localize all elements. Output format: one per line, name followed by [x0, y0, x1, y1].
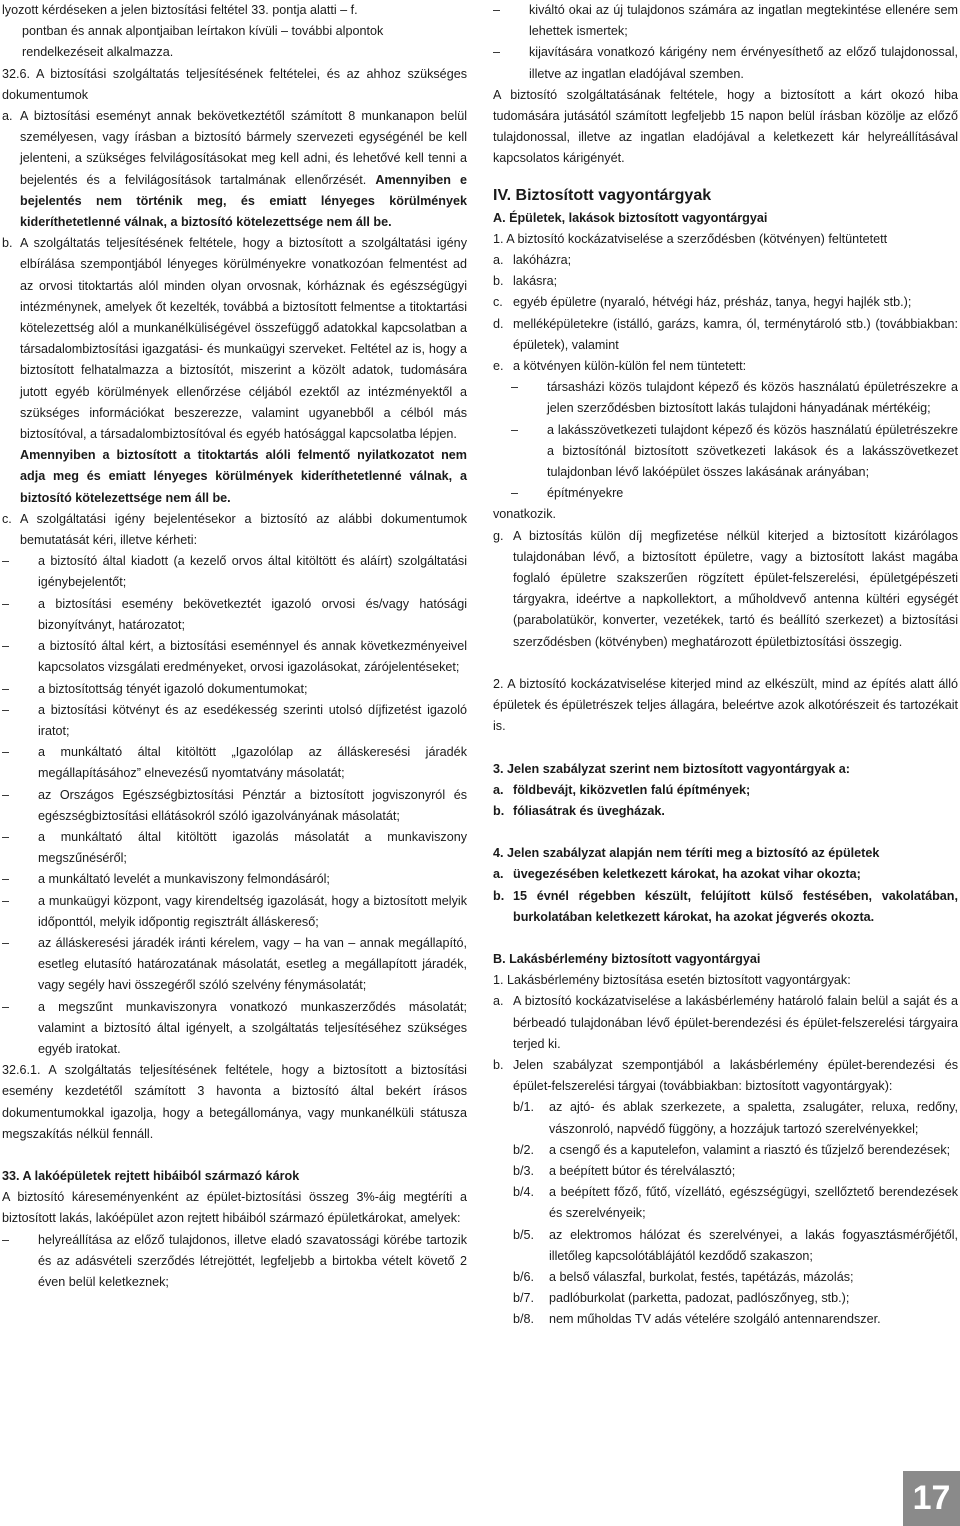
page-number: 17: [903, 1471, 960, 1526]
item-label: c.: [2, 511, 12, 526]
dash-marker: –: [2, 681, 10, 696]
list-item: [493, 42, 958, 84]
list-item-text: a biztosítási kötvényt és az esedékesség szerinti utolsó díjfizetést igazoló iratot;: [38, 702, 467, 738]
item-c: [2, 509, 467, 551]
list-item: [2, 551, 467, 593]
list-item: [513, 1309, 958, 1330]
item-label: a.: [493, 782, 504, 797]
item-text: A biztosító kockázatviselése a lakásbérlemény határoló falain belül a saját és a bérbeadó tulajdonában lévő épület-berendezési és épület-felszerelési tárgyaira terjed ki.: [513, 994, 958, 1051]
list-item: [513, 1182, 958, 1224]
list-item: [513, 1097, 958, 1139]
list-item: [2, 594, 467, 636]
dash-marker: –: [493, 45, 501, 60]
e-sublist: [493, 377, 958, 504]
item-label: e.: [493, 359, 504, 374]
list-item-text: padlóburkolat (parketta, padozat, padlószőnyeg, stb.);: [549, 1291, 850, 1306]
list-item: [2, 827, 467, 869]
list-item-text: a munkáltató levelét a munkaviszony felmondásáról;: [38, 872, 330, 887]
dash-marker: –: [2, 1232, 10, 1247]
list-item: [493, 886, 958, 928]
list-item: [2, 891, 467, 933]
list-item-text: a beépített bútor és térelválasztó;: [549, 1163, 736, 1178]
list-item: [2, 679, 467, 700]
list-item: [2, 742, 467, 784]
list-item-text: egyéb épületre (nyaraló, hétvégi ház, présház, tanya, hegyi hajlék stb.);: [513, 295, 912, 310]
list-item: [493, 250, 958, 271]
item-bold-text: Amennyiben e bejelentés nem történik meg, és emiatt lényeges körülmények kideríthetetlenné válnak, a biztosító kötelezettsége nem áll be.: [20, 172, 468, 230]
dash-marker: –: [2, 872, 10, 887]
list-item: [2, 785, 467, 827]
list-item-text: az ajtó- és ablak szerkezete, a spaletta, zsalugáter, reluxa, redőny, vászonroló, napvédő függöny, a hozzájuk tartozó szerelvényekkel;: [549, 1100, 958, 1136]
list-item: [493, 0, 958, 42]
section-heading-33: 33. A lakóépületek rejtett hibáiból származó károk: [2, 1168, 300, 1183]
list-item-text: melléképületekre (istálló, garázs, kamra, ól, terménytároló stb.) (továbbiakban: épületek), valamint: [513, 316, 958, 352]
list-item: [513, 1267, 958, 1288]
list-item: [493, 780, 958, 801]
list-item-text: kiváltó okai az új tulajdonos számára az ingatlan megtekintése ellenére sem lehettek ismertek;: [529, 3, 958, 39]
list-item-text: a lakásszövetkezeti tulajdont képező és közös használatú épületrészekre a biztosítónál biztosított szövetkezeti lakások és a lakásszövetkezet tulajdonban lévő lakóépület összes lakásának arányában;: [547, 422, 958, 480]
list-item-text: társasházi közös tulajdont képező és közös használatú épületrészekre a jelen szerződésben biztosított lakás tulajdoni hányadának mértékéig;: [547, 380, 958, 416]
list-item-text: lakásra;: [513, 274, 558, 289]
list-item-text: helyreállítása az előző tulajdonos, illetve eladó szavatossági körébe tartozik és az adásvételi szerződés létrejöttét, legfeljebb a birtokba vételt követő 2 éven belül keletkeznek;: [38, 1232, 467, 1289]
dash-marker: –: [511, 486, 519, 501]
left-column: [2, 0, 467, 1293]
list-item: [513, 1161, 958, 1182]
item-bold-text: Amennyiben a biztosított a titoktartás alóli felmentő nyilatkozatot nem adja meg és emiatt lényeges körülmények kideríthetetlenné válnak, a biztosító kötelezettsége nem áll be.: [20, 448, 467, 505]
item-text: A biztosítási eseményt annak bekövetkeztétől számított 8 munkanapon belül személyesen, vagy írásban a biztosító bármely szervezeti egységénél be kell jelenteni, a szükséges felvilágosításokat meg kell adni, és lehetővé kell tenni a bejelentés és a felvilágosítások tartalmának ellenőrzését.: [20, 109, 467, 187]
dash-marker: –: [2, 829, 10, 844]
dash-marker: –: [511, 422, 519, 437]
item-label: a.: [2, 109, 13, 124]
paragraph-a4: 4. Jelen szabályzat alapján nem téríti meg a biztosító az épületek: [493, 846, 880, 861]
list-item-text: az álláskeresési járadék iránti kérelem, vagy – ha van – annak megállapító, esetleg elutasító határozatának másolatát, esetleg a megállapított járadék, vagy segély havi összegéről szóló szelvény fénymásolatát;: [38, 935, 467, 993]
list-item-text: a munkaügyi központ, vagy kirendeltség igazolását, hogy a biztosított melyik időponttól, melyik időpontig regisztrált álláskereső;: [38, 893, 467, 929]
item-label: b/8.: [513, 1312, 535, 1327]
list-item-text: a biztosító által kért, a biztosítási eseménnyel és annak következményeivel kapcsolatos vizsgálati eredményeket, orvosi igazolásokat, zárójelentéseket;: [38, 639, 467, 675]
item-label: b.: [493, 1057, 504, 1072]
dash-marker: –: [2, 639, 10, 654]
item-label: b/5.: [513, 1227, 535, 1242]
list-item: [2, 869, 467, 890]
item-label: a.: [493, 994, 504, 1009]
item-label: a.: [493, 253, 504, 268]
item-text: A biztosítás külön díj megfizetése nélkül kiterjed a biztosított kizárólagos tulajdonában lévő, a biztosított épületre, vagy a biztosított lakást magába foglaló épületre szakszerűen rögzített épület-felszerelési, épületgépészeti tárgyakra, ideértve a napkollektort, a műholdvevő antenna kültéri egységét (parabolatükör, konverter, vezetékek, tartó és beállító szerkezet) a biztosítási szerződésben (kötvényben) meghatározott épületbiztosítási összegig.: [513, 528, 958, 649]
list-item: [493, 377, 958, 419]
list-item: [2, 997, 467, 1061]
item-label: c.: [493, 295, 503, 310]
list-item-text: a biztosítási esemény bekövetkeztét igazoló orvosi és/vagy hatósági bizonyítványt, határozatot;: [38, 596, 467, 632]
item-b1a: [493, 991, 958, 1055]
list-item-text: az elektromos hálózat és szerelvényei, a lakás fogyasztásmérőjétől, illetőleg kapcsolótáblájától kezdődő szakaszon;: [549, 1227, 958, 1263]
list-item: [2, 700, 467, 742]
list-item: [2, 1230, 467, 1294]
dash-marker: –: [2, 787, 10, 802]
list-item-text: a kötvényen külön-külön fel nem tüntetett:: [513, 359, 747, 374]
list-item: [2, 933, 467, 997]
item-label: b/2.: [513, 1142, 535, 1157]
dash-marker: –: [2, 999, 10, 1014]
paragraph-32-6-1: 32.6.1. A szolgáltatás teljesítésének feltétele, hogy a biztosított a biztosítási esemény kezdetétől számított 3 havonta a biztosító által bekért írásos dokumentumokkal igazolja, hogy a betegállománya, vagy munkanélküli státusza megszakítás nélkül fennáll.: [2, 1063, 467, 1141]
item-label: a.: [493, 867, 504, 882]
item-label: b.: [493, 888, 505, 903]
dash-marker: –: [2, 745, 10, 760]
list-item: [493, 356, 958, 377]
list-item-text: a belső válaszfal, burkolat, festés, tapétázás, mázolás;: [549, 1269, 854, 1284]
list-item: [513, 1225, 958, 1267]
item-label: b/1.: [513, 1100, 535, 1115]
item-a: [2, 106, 467, 233]
dash-marker: –: [2, 893, 10, 908]
list-item-text: földbevájt, kiközvetlen falú építmények;: [513, 782, 751, 797]
item-b1b: [493, 1055, 958, 1097]
list-item-text: üvegezésében keletkezett károkat, ha azokat vihar okozta;: [513, 867, 861, 882]
text-line: pontban és annak alpontjaiban leírtakon kívüli – további alpontok: [22, 24, 384, 39]
b-sublist: [493, 1097, 958, 1330]
list-item: [493, 864, 958, 885]
item-label: b.: [493, 803, 505, 818]
list-item-text: a megszűnt munkaviszonyra vonatkozó munkaszerződés másolatát; valamint a biztosító által igényelt, a szolgáltatás teljesítéséhez szükséges egyéb iratokat.: [38, 999, 467, 1056]
list-item: [493, 314, 958, 356]
list-item-text: lakóházra;: [513, 253, 572, 268]
list-item: [513, 1140, 958, 1161]
dash-marker: –: [511, 380, 519, 395]
item-label: b/3.: [513, 1163, 535, 1178]
list-item: [493, 483, 958, 504]
dash-marker: –: [2, 596, 10, 611]
list-item-text: a biztosító által kiadott (a kezelő orvos által kitöltött és aláírt) szolgáltatási igénybejelentőt;: [38, 554, 467, 590]
list-item-text: nem műholdas TV adás vételére szolgáló antennarendszer.: [549, 1312, 881, 1327]
section-heading-32-6: 32.6. A biztosítási szolgáltatás teljesítésének feltételei, és az ahhoz szükséges dokumentumok: [2, 66, 467, 102]
list-item-text: az Országos Egészségbiztosítási Pénztár a biztosított jogviszonyról és egészségbiztosítási ellátásokról szóló igazolványának másolatát;: [38, 787, 467, 823]
item-label: g.: [493, 528, 504, 543]
dash-marker: –: [2, 935, 10, 950]
list-item-text: a munkáltató által kitöltött igazolás másolatát a munkaviszony megszűnéséről;: [38, 829, 467, 866]
item-g: [493, 526, 958, 653]
a3-list: [493, 780, 958, 822]
list-item-text: kijavítására vonatkozó kárigény nem érvényesíthető az előző tulajdonossal, illetve az ingatlan eladójával szemben.: [529, 45, 958, 81]
item-label: b/6.: [513, 1269, 535, 1284]
dash-marker: –: [2, 702, 10, 717]
a1-list: [493, 250, 958, 377]
item-text: Jelen szabályzat szempontjából a lakásbérlemény épület-berendezési és épület-felszerelési tárgyai (továbbiakban: biztosított vagyontárgyak):: [513, 1057, 958, 1094]
list-item-text: fóliasátrak és üvegházak.: [513, 803, 665, 818]
dash-marker: –: [2, 554, 10, 569]
item-label: d.: [493, 316, 504, 331]
item-label: b/4.: [513, 1185, 535, 1200]
list-item: [493, 271, 958, 292]
continued-list: [493, 0, 958, 85]
item-b: [2, 233, 467, 509]
item-label: b/7.: [513, 1291, 535, 1306]
list-item-text: a csengő és a kaputelefon, valamint a riasztó és tűzjelző berendezések;: [549, 1142, 951, 1157]
item-text: A szolgáltatási igény bejelentésekor a biztosító az alábbi dokumentumok bemutatását kéri, illetve kérheti:: [20, 511, 467, 548]
list-item: [493, 420, 958, 484]
paragraph-b1: 1. Lakásbérlemény biztosítása esetén biztosított vagyontárgyak:: [493, 973, 851, 988]
list-item: [513, 1288, 958, 1309]
list-item: [493, 292, 958, 313]
item-text: A szolgáltatás teljesítésének feltétele, hogy a biztosított a szolgáltatási igény elbírálása szempontjából lényeges körülményekre vonatkozóan felmentést ad az orvosi titoktartás alól minden olyan orvosnak, kórháznak és egészségügyi intézménynek, amelyek őt kezelték, továbbá a biztosított felmentse a titoktartási kötelezettség alól a munkanélküliségével összefüggő adatokkal kapcsolatban a társadalombiztosítási igazgatási- és munkaügyi szerveket. Feltétel az is, hogy a biztosított felhatalmazza a biztosítót, miszerint a közölt adatok, tudomására jutott egyéb körülmények ellenőrzése céljából ezektől az intézményektől a szükséges információkat beszerezze, valamint ugyanebből a célból más biztosítóval, a társadalombiztosítóval és egyéb hatósággal kapcsolatba lépjen.: [20, 236, 467, 442]
item-label: b.: [2, 236, 13, 251]
list-item-text: a munkáltató által kitöltött „Igazolólap az álláskeresési járadék megállapításához” elnevezésű nyomtatvány másolatát;: [38, 745, 467, 781]
dash-marker: –: [493, 3, 501, 17]
document-list: [2, 551, 467, 1060]
paragraph: A biztosító szolgáltatásának feltétele, hogy a biztosított a kárt okozó hiba tudomására jutásától számított legfeljebb 15 napon belül írásban közölje az előző tulajdonossal, illetve az ingatlan eladójával a keletkezett kár helyreállításával kapcsolatos kárigényét.: [493, 87, 958, 166]
list-item: [493, 801, 958, 822]
text-line: rendelkezéseit alkalmazza.: [22, 45, 174, 60]
list-item-text: a biztosítottság tényét igazoló dokumentumokat;: [38, 681, 308, 696]
text-line: vonatkozik.: [493, 507, 556, 522]
right-column: [493, 0, 958, 1331]
a4-list: [493, 864, 958, 928]
paragraph-a1: 1. A biztosító kockázatviselése a szerződésben (kötvényen) feltüntetett: [493, 231, 888, 246]
list-item-text: építményekre: [547, 486, 624, 501]
paragraph-a2: 2. A biztosító kockázatviselése kiterjed mind az elkészült, mind az építés alatt álló épületek és épületrészek teljes állagára, beleértve azok alkotórészeit és tartozékait is.: [493, 676, 958, 734]
section-heading-b: B. Lakásbérlemény biztosított vagyontárgyai: [493, 951, 761, 966]
paragraph-33: A biztosító káreseményenként az épület-biztosítási összeg 3%-áig megtéríti a biztosított lakás, lakóépület azon rejtett hibáiból származó épületkárokat, amelyek:: [2, 1190, 467, 1226]
list-item-text: 15 évnél régebben készült, felújított külső festésében, vakolatában, burkolatában keletkezett károkat, ha azokat jégverés okozta.: [513, 888, 958, 924]
chapter-heading-iv: IV. Biztosított vagyontárgyak: [493, 186, 712, 204]
item-label: b.: [493, 274, 504, 289]
text-line: lyozott kérdéseken a jelen biztosítási feltétel 33. pontja alatti – f.: [2, 3, 358, 17]
list-item-text: a beépített főző, fűtő, vízellátó, egészségügyi, szellőztető berendezések és szerelvényeik;: [549, 1185, 958, 1221]
list-item: [2, 636, 467, 678]
section-heading-a: A. Épületek, lakások biztosított vagyontárgyai: [493, 210, 768, 225]
paragraph-a3: 3. Jelen szabályzat szerint nem biztosított vagyontárgyak a:: [493, 761, 850, 776]
